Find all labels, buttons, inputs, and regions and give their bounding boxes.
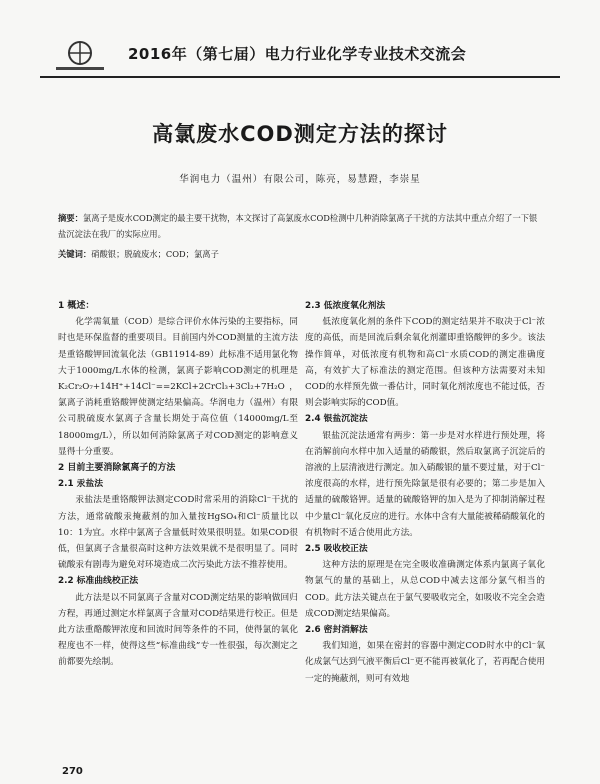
paragraph: 汞盐法是重铬酸钾法测定COD时常采用的消除Cl⁻干扰的方法，通常硫酸汞掩蔽剂的加入量按HgSO₄和Cl⁻质量比以10：1为宜。水样中氯离子含量低时效果很明显。如果COD很低，但氯离子含量很高时这种方法效果就不是很明显了。同时硫酸汞有剧毒为避免对环境造成二次污染此方法不推荐使用。 (58, 495, 298, 571)
subsection-heading: 2.2 标准曲线校正法 (58, 576, 139, 587)
paragraph: 我们知道，如果在密封的容器中测定COD时水中的Cl⁻氧化成氯气达到气液平衡后Cl⁻更不能再被氧化了，若再配合使用一定的掩蔽剂，则可有效地 (305, 641, 545, 684)
section-heading: 2 目前主要消除氯离子的方法 (58, 463, 176, 474)
abstract-text: 氯离子是废水COD测定的最主要干扰物，本文探讨了高氯废水COD检测中几种消除氯离子干扰的方法其中重点介绍了一下银盐沉淀法在我厂的实际应用。 (58, 213, 538, 239)
abstract (58, 210, 544, 242)
page-header (40, 34, 560, 76)
paper-title: 高氯废水COD测定方法的探讨 (152, 122, 448, 146)
abstract-block (58, 210, 544, 262)
paragraph: 化学需氧量（COD）是综合评价水体污染的主要指标，同时也是环保监督的重要项目。目前国内外COD测量的主流方法是重铬酸钾回流氧化法（GB11914-89）此标准不适用氯化物大于1000mg/L水体的检测，氯离子影响COD测定的机理是K₂Cr₂O₇+14H⁺+14Cl⁻==2KCl+2CrCl₃+3Cl₂+7H₂O，氯离子消耗重铬酸钾使测定结果偏高。华润电力（温州）有限公司脱硫废水氯离子含量长期处于高位值（14000mg/L至18000mg/L），所以如何消除氯离子对COD测定的影响意义显得十分重要。 (58, 317, 298, 457)
section-heading: 1 概述： (58, 301, 95, 311)
conference-title: 2016年（第七届）电力行业化学专业技术交流会 (128, 45, 467, 63)
subsection-heading: 2.5 吸收校正法 (305, 544, 368, 555)
paragraph: 此方法是以不同氯离子含量对COD测定结果的影响做回归方程，再通过测定水样氯离子含量对COD结果进行校正。但是此方法重酪酸钾浓度和回流时间等条件的不同，使得氯的氧化程度也不一样，使得这些“标准曲线”专一性很强，每次测定之前都要先绘制。 (58, 592, 298, 668)
keywords-text: 硝酸银；脱硫废水；COD；氯离子 (91, 249, 219, 259)
subsection-heading: 2.3 低浓度氧化剂法 (305, 301, 386, 311)
header-divider (40, 76, 560, 78)
conference-logo-icon (50, 38, 110, 72)
left-column (58, 298, 298, 671)
subsection-heading: 2.1 汞盐法 (58, 479, 104, 490)
paragraph: 银盐沉淀法通常有两步：第一步是对水样进行预处理，将在消解前向水样中加入适量的硝酸银，然后取氯离子沉淀后的溶液的上层清液进行测定。加入硝酸银的量不要过量，对于Cl⁻浓度很高的水样，进行预先除氯是很有必要的；第二步是加入适量的硫酸铬钾。适量的硫酸铬钾的加入是为了抑制消解过程中少量Cl⁻氧化反应的进行。水体中含有大量能被稀硝酸氧化的有机物时不适合使用此方法。 (305, 430, 545, 538)
author-line: 华润电力（温州）有限公司，陈亮，易慧蹬，李崇星 (179, 174, 421, 185)
page-number: 270 (62, 766, 83, 777)
paragraph: 低浓度氧化剂的条件下COD的测定结果并不取决于Cl⁻浓度的高低，而是回流后剩余氧化剂灌即重铬酸钾的多少。该法操作简单，对低浓度有机物和高Cl⁻水质COD的测定准确度高，有效扩大了标准法的测定范围。但该种方法需要对未知COD的水样预先做一番估计，同时氧化剂浓度也不能过低，否则会影响实际的COD值。 (305, 317, 545, 409)
paragraph: 这种方法的原理是在完全吸收准确测定体系内氯离子氧化物氯气的量的基础上，从总COD中减去这部分氯气相当的COD。此方法关键点在于氯气要吸收完全，如吸收不完全会造成COD测定结果偏高。 (305, 560, 545, 619)
abstract-label: 摘要： (58, 213, 83, 223)
keywords-label: 关键词： (58, 249, 92, 259)
keywords (58, 246, 544, 262)
right-column (305, 298, 545, 687)
subsection-heading: 2.6 密封消解法 (305, 625, 368, 636)
subsection-heading: 2.4 银盐沉淀法 (305, 414, 368, 425)
